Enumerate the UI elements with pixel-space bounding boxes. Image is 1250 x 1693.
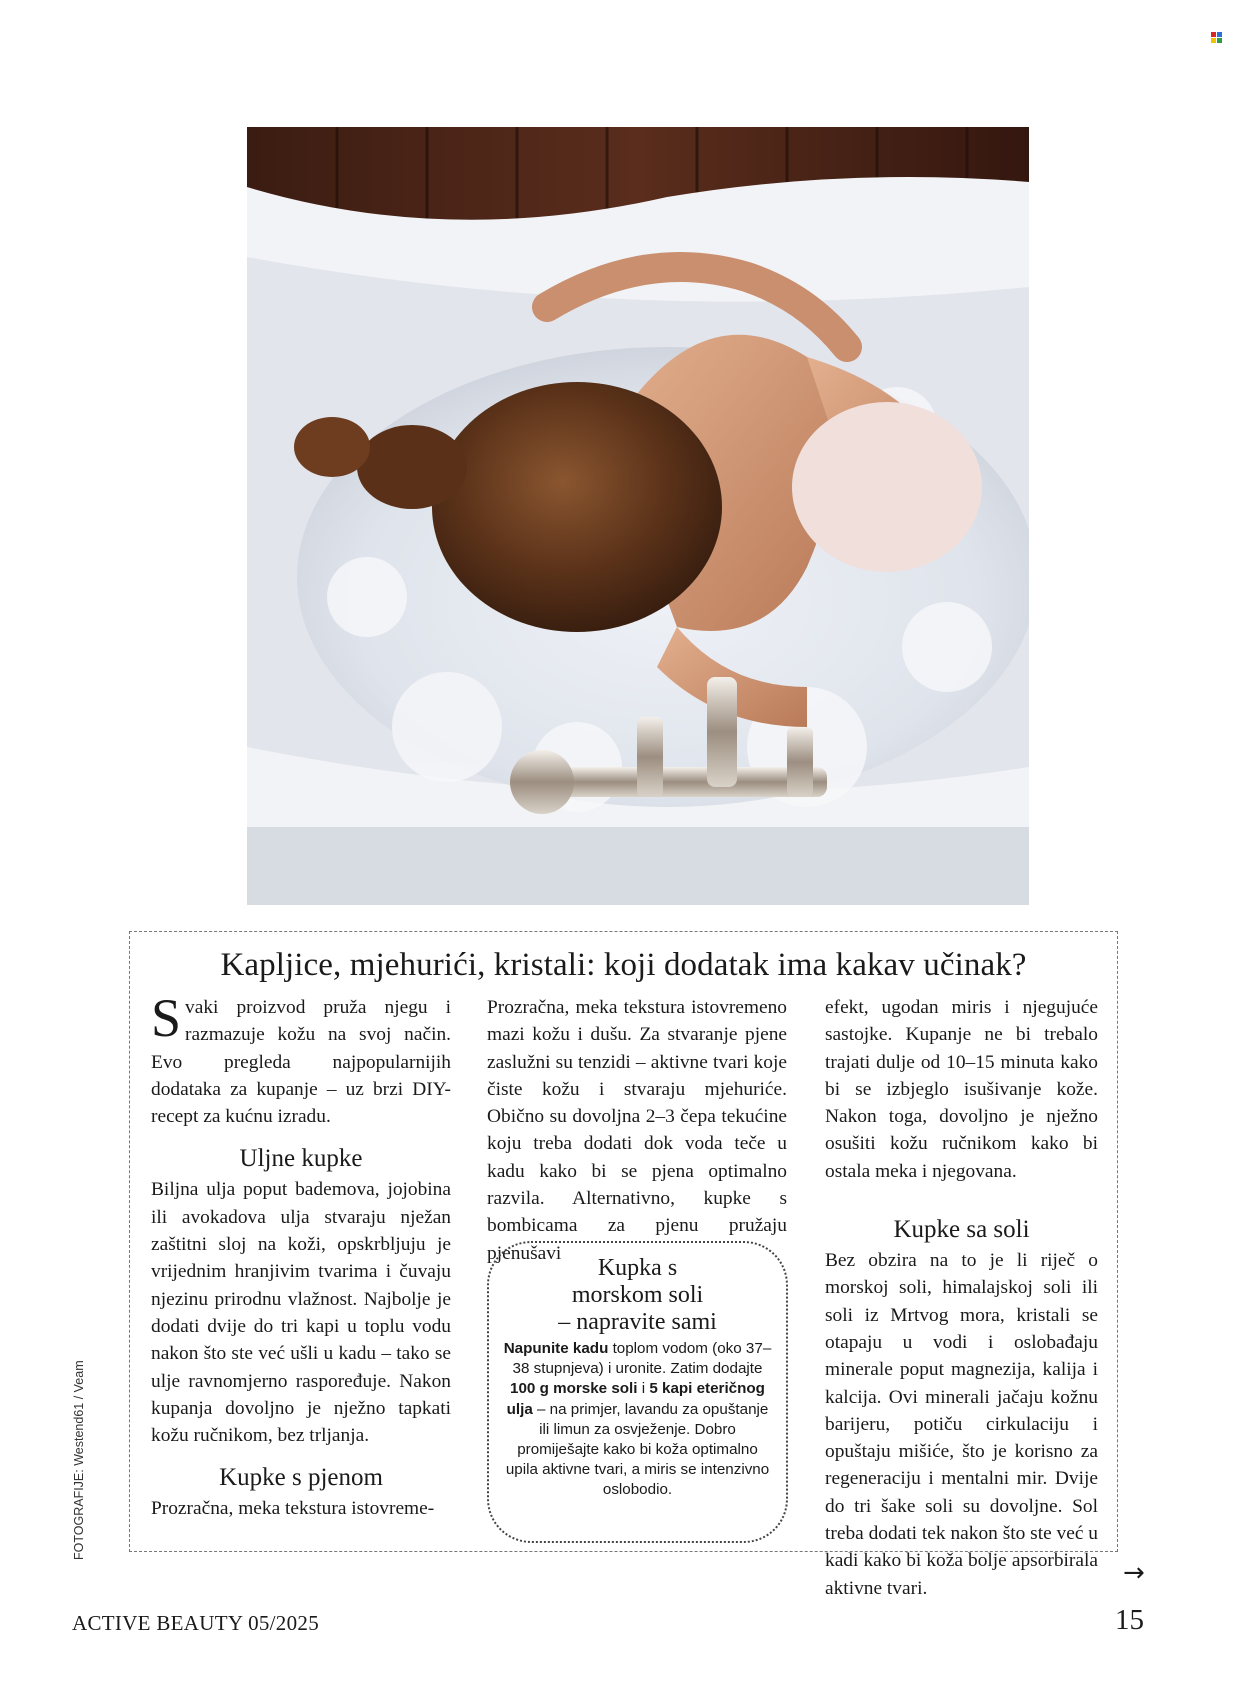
drop-cap: S: [151, 988, 182, 1048]
article-column-2: [487, 994, 787, 1267]
bath-photo: [247, 127, 1029, 905]
subheading-foam-baths: Kupke s pjenom: [219, 1464, 383, 1492]
foam-baths-text-part1: Prozračna, meka tekstura istovremeno mazi kožu i dušu. Za stvaranje pjene zaslužni su tenzidi – aktivne tvari koje čiste kožu i stvaraju mjehuriće. Obično su dovoljna 2–3 čepa tekućine koju treba dodati dok voda teče u kadu kako bi se pjena optimalno razvila. Alternativno, kupke s bombicama za pjenu pružaju pjenušavi: [487, 997, 787, 1264]
subheading-salt-baths: Kupke sa soli: [893, 1216, 1030, 1244]
intro-text: vaki proizvod pruža njegu i razmazuje kožu na svoj način. Evo pregleda najpopularnijih dodataka za kupanje – uz brzi DIY-recept za kućnu izradu.: [151, 997, 451, 1128]
corner-color-mark: [1211, 32, 1223, 44]
recipe-box: [487, 1241, 788, 1543]
foam-baths-text-part2: efekt, ugodan miris i njegujuće sastojke. Kupanje ne bi trebalo trajati dulje od 10–15 minuta kako bi se izbjeglo isušivanje kože. Nakon toga, dovoljno je nježno osušiti kožu ručnikom kako bi ostala meka i njegovana.: [825, 997, 1098, 1182]
next-page-arrow-icon: →: [1123, 1558, 1145, 1588]
footer-magazine-issue: ACTIVE BEAUTY 05/2025: [72, 1611, 319, 1635]
recipe-instructions: Napunite kadu toplom vodom (oko 37–38 stupnjeva) i uronite. Zatim dodajte 100 g morske soli i 5 kapi eteričnog ulja – na primjer, lavandu za opuštanje ili limun za osvježenje. Dobro promiješajte kako bi koža optimalno upila aktivne tvari, a miris se intenzivno oslobodio.: [503, 1340, 772, 1499]
salt-baths-text: Bez obzira na to je li riječ o morskoj soli, himalajskoj soli ili soli iz Mrtvog mora, kristali se otapaju u vodi i oslobađaju minerale poput magnezija, kalija i kalcija. Ovi minerali jačaju kožnu barijeru, potiču cirkulaciju i opuštaju mišiće, što je korisno za regeneraciju i mentalni mir. Dvije do tri šake soli su dovoljne. Sol treba dodati tek nakon što ste već u kadi kako bi koža bolje apsorbirala aktivne tvari.: [825, 1250, 1099, 1599]
intro-paragraph: [151, 988, 451, 1130]
article-title: Kapljice, mjehurići, kristali: koji dodatak ima kakav učinak?: [220, 947, 1027, 983]
subheading-oil-baths: Uljne kupke: [239, 1145, 363, 1173]
article-box: [129, 931, 1118, 1599]
photo-credit: FOTOGRAFIJE: Westend61 / Veam: [72, 1360, 86, 1560]
foam-baths-text-start: Prozračna, meka tekstura istovreme-: [151, 1498, 435, 1520]
article-column-1: [151, 988, 451, 1523]
article-column-3: [825, 994, 1098, 1602]
recipe-title: Kupka s morskom soli – napravite sami: [558, 1255, 717, 1335]
oil-baths-text: Biljna ulja poput bademova, jojobina ili avokadova ulja stvaraju nježan zaštitni sloj na koži, opskrbljuju je vrijednim hranjivim tvarima i čuvaju njezinu prirodnu vlažnost. Najbolje je dodati dvije do tri kapi u toplu vodu nakon što ste već ušli u kadu – tako se ulje ravnomjerno raspoređuje. Nakon kupanja dovoljno je nježno tapkati kožu ručnikom, bez trljanja.: [151, 1179, 451, 1447]
page-number: 15: [1115, 1604, 1144, 1636]
